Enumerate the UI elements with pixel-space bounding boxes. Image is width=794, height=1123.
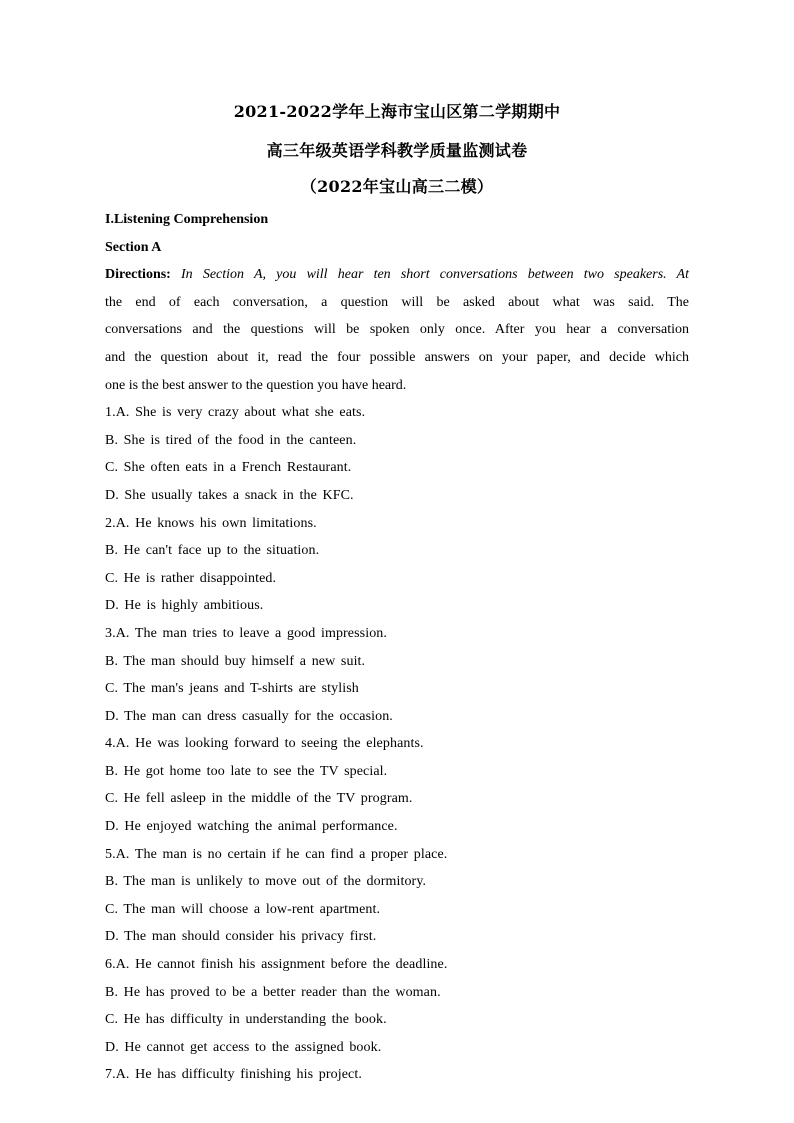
answer-option: D. He cannot get access to the assigned book. bbox=[105, 1039, 382, 1055]
answer-option: 5.A. The man is no certain if he can find a proper place. bbox=[105, 846, 448, 862]
answer-option: D. He enjoyed watching the animal performance. bbox=[105, 819, 398, 835]
answer-option: 6.A. He cannot finish his assignment before the deadline. bbox=[105, 957, 448, 973]
answer-option: C. The man's jeans and T-shirts are stylish bbox=[105, 681, 359, 697]
answer-option: 2.A. He knows his own limitations. bbox=[105, 515, 317, 531]
directions-block bbox=[105, 261, 689, 399]
answer-option: D. The man can dress casually for the occasion. bbox=[105, 708, 393, 724]
answer-option: C. He fell asleep in the middle of the TV program. bbox=[105, 791, 413, 807]
answer-options-list bbox=[105, 399, 689, 1089]
answer-option: 7.A. He has difficulty finishing his project. bbox=[105, 1067, 362, 1083]
answer-option: B. He has proved to be a better reader than the woman. bbox=[105, 984, 441, 1000]
section-heading: Section A bbox=[105, 239, 162, 255]
directions-text: In Section A, you will hear ten short conversations between two speakers. At bbox=[181, 267, 689, 283]
directions-line: one is the best answer to the question you have heard. bbox=[105, 377, 407, 393]
answer-option: D. She usually takes a snack in the KFC. bbox=[105, 487, 354, 503]
directions-line: conversations and the questions will be spoken only once. After you hear a conversation bbox=[105, 322, 689, 338]
answer-option: C. The man will choose a low-rent apartment. bbox=[105, 901, 381, 917]
answer-option: D. The man should consider his privacy first. bbox=[105, 929, 377, 945]
exam-title-line-1: 2021-2022学年上海市宝山区第二学期期中 bbox=[233, 102, 561, 121]
answer-option: 1.A. She is very crazy about what she eats. bbox=[105, 405, 366, 421]
part-heading: I.Listening Comprehension bbox=[105, 212, 269, 227]
exam-title-line-2: 高三年级英语学科教学质量监测试卷 bbox=[266, 141, 528, 160]
directions-line: the end of each conversation, a question will be asked about what was said. The bbox=[105, 294, 689, 310]
answer-option: B. He can't face up to the situation. bbox=[105, 543, 320, 559]
answer-option: B. The man is unlikely to move out of the dormitory. bbox=[105, 874, 427, 890]
answer-option: B. She is tired of the food in the canteen. bbox=[105, 432, 357, 448]
directions-label: Directions: bbox=[105, 267, 171, 283]
directions-line bbox=[105, 261, 689, 289]
answer-option: B. He got home too late to see the TV special. bbox=[105, 763, 388, 779]
answer-option: C. He is rather disappointed. bbox=[105, 570, 277, 586]
answer-option: C. He has difficulty in understanding the book. bbox=[105, 1012, 387, 1028]
answer-option: 4.A. He was looking forward to seeing the elephants. bbox=[105, 736, 424, 752]
answer-option: D. He is highly ambitious. bbox=[105, 598, 264, 614]
answer-option: B. The man should buy himself a new suit. bbox=[105, 653, 366, 669]
document-body bbox=[105, 206, 689, 1089]
answer-option: C. She often eats in a French Restaurant. bbox=[105, 460, 352, 476]
directions-line: and the question about it, read the four possible answers on your paper, and decide which bbox=[105, 349, 689, 365]
exam-title-line-3: （2022年宝山高三二模） bbox=[300, 177, 494, 196]
answer-option: 3.A. The man tries to leave a good impression. bbox=[105, 625, 388, 641]
